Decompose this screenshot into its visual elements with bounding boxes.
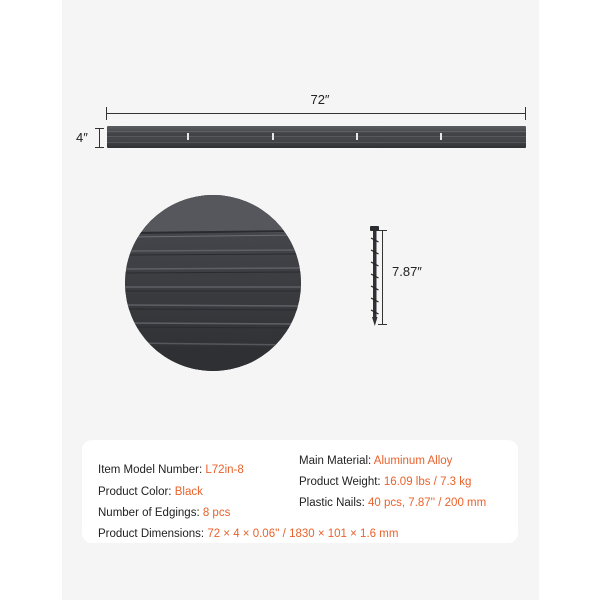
spec-dimensions-label: Product Dimensions:	[98, 528, 205, 540]
spec-edgings	[98, 507, 230, 519]
height-dimension-label: 4″	[76, 130, 88, 145]
edging-strip-image	[107, 126, 526, 148]
length-dimension-label: 72″	[310, 92, 330, 107]
nail-dimension-tick-bottom	[378, 324, 387, 325]
edging-slot	[440, 133, 442, 140]
spec-model-value: L72in-8	[205, 464, 244, 476]
edging-groove	[107, 136, 526, 137]
spec-dimensions-value: 72 × 4 × 0.06'' / 1830 × 101 × 1.6 mm	[207, 528, 399, 540]
spec-material	[299, 455, 452, 467]
spec-color-value: Black	[174, 486, 203, 498]
edging-slot	[356, 133, 358, 140]
edging-closeup-texture-icon	[125, 195, 301, 371]
height-dimension-line	[99, 128, 100, 147]
nail-dimension-label: 7.87″	[392, 264, 422, 279]
spec-nails-value: 40 pcs, 7.87'' / 200 mm	[368, 497, 487, 509]
spec-edgings-label: Number of Edgings:	[98, 507, 200, 519]
spec-weight	[299, 476, 471, 488]
spec-color	[98, 486, 203, 498]
edging-groove	[107, 142, 526, 143]
length-dimension-line	[107, 113, 526, 114]
edging-closeup-image	[125, 195, 301, 371]
spec-color-label: Product Color:	[98, 486, 172, 498]
edging-groove	[107, 131, 526, 132]
spec-weight-value: 16.09 lbs / 7.3 kg	[383, 476, 472, 488]
spec-dimensions	[98, 528, 398, 540]
spec-weight-label: Product Weight:	[299, 476, 381, 488]
spec-edgings-value: 8 pcs	[202, 507, 231, 519]
spec-nails	[299, 497, 486, 509]
nail-dimension-line	[382, 230, 383, 324]
plastic-nail-icon	[360, 226, 390, 330]
spec-model	[98, 464, 244, 476]
spec-nails-label: Plastic Nails:	[299, 497, 365, 509]
height-dimension-tick-bottom	[95, 147, 104, 148]
spec-model-label: Item Model Number:	[98, 464, 203, 476]
length-dimension-tick-right	[525, 107, 526, 120]
edging-slot	[187, 133, 189, 140]
spec-material-label: Main Material:	[299, 455, 372, 467]
edging-slot	[272, 133, 274, 140]
spec-material-value: Aluminum Alloy	[373, 455, 453, 467]
